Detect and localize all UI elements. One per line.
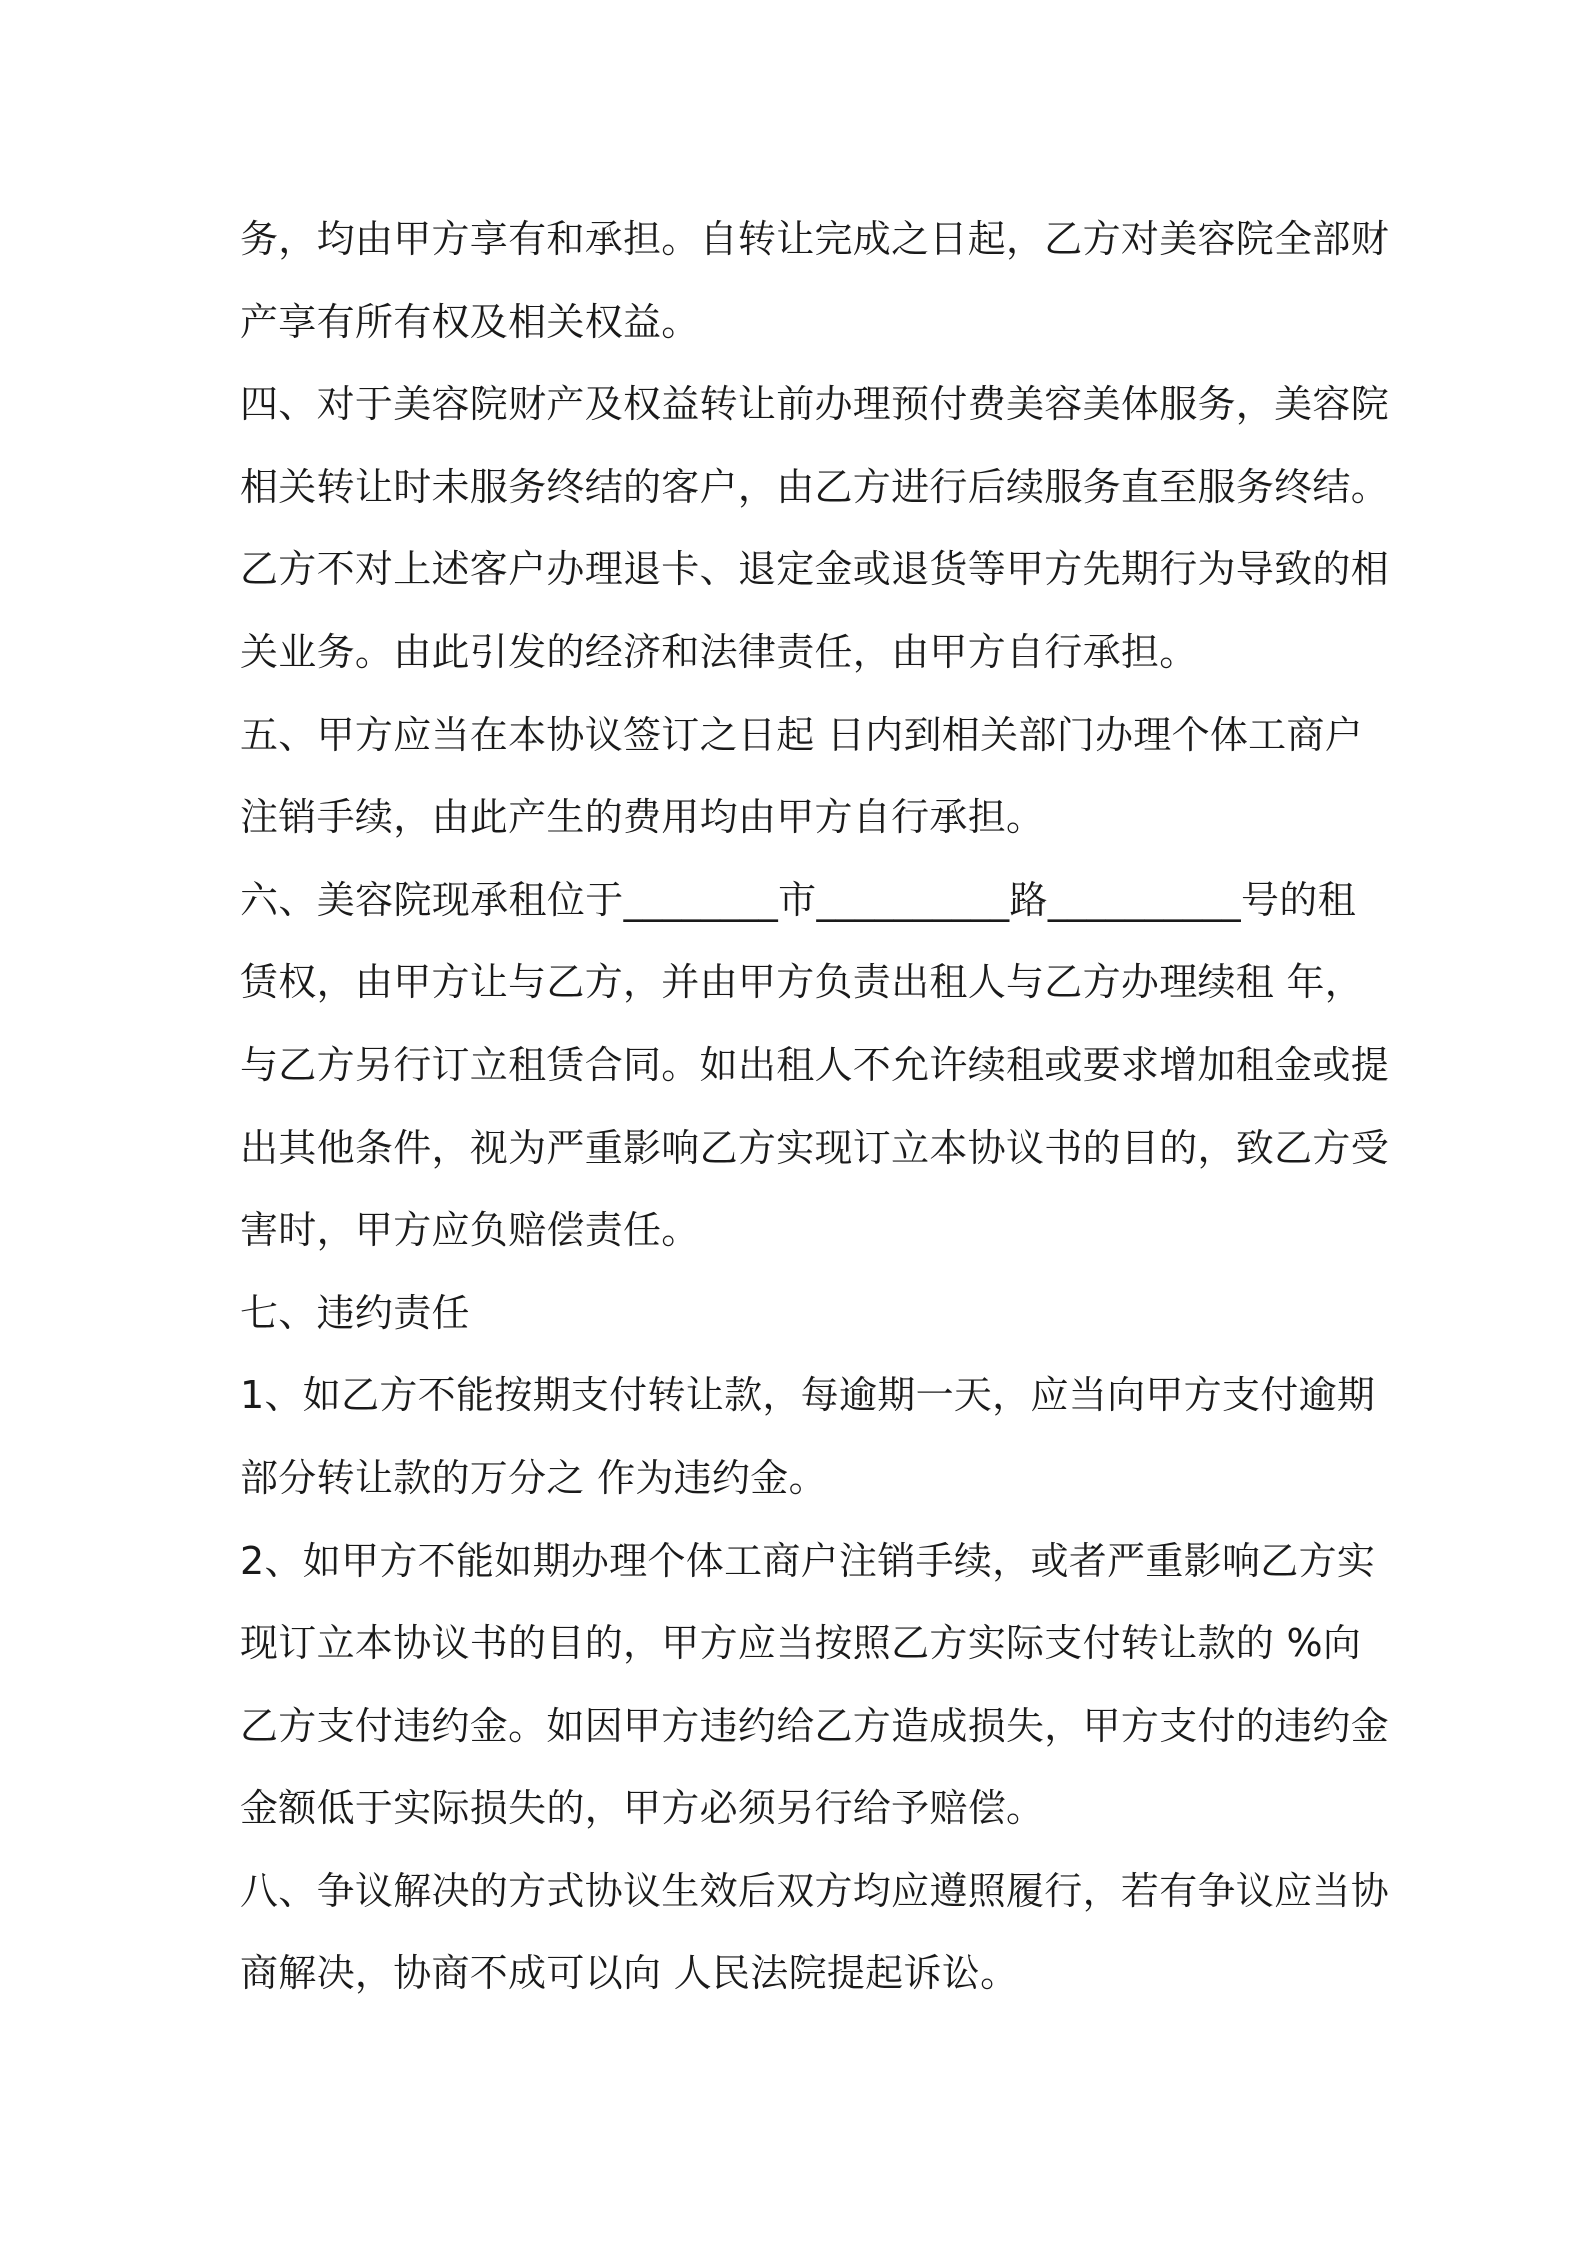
text-line: 六、美容院现承租位于________市__________路__________号的租 [240,877,1356,922]
text-line: 注销手续，由此产生的费用均由甲方自行承担。 [240,795,1045,840]
text-line: 金额低于实际损失的，甲方必须另行给予赔偿。 [240,1786,1045,1831]
text-line: 1、如乙方不能按期支付转让款，每逾期一天，应当向甲方支付逾期 [240,1373,1376,1418]
text-line: 相关转让时未服务终结的客户，由乙方进行后续服务直至服务终结。 [240,464,1390,509]
text-line: 乙方不对上述客户办理退卡、退定金或退货等甲方先期行为导致的相 [240,547,1390,592]
section-heading: 七、违约责任 [240,1290,470,1335]
text-line: 与乙方另行订立租赁合同。如出租人不允许续租或要求增加租金或提 [240,1042,1390,1087]
text-line: 五、甲方应当在本协议签订之日起 日内到相关部门办理个体工商户 [240,712,1364,757]
text-line: 现订立本协议书的目的，甲方应当按照乙方实际支付转让款的 %向 [240,1621,1362,1666]
text-line: 八、争议解决的方式协议生效后双方均应遵照履行，若有争议应当协 [240,1868,1390,1913]
text-line: 四、对于美容院财产及权益转让前办理预付费美容美体服务，美容院 [240,382,1390,427]
text-line: 务，均由甲方享有和承担。自转让完成之日起，乙方对美容院全部财 [240,217,1390,261]
text-line: 产享有所有权及相关权益。 [240,299,700,344]
text-line: 部分转让款的万分之 作为违约金。 [240,1455,827,1500]
text-line: 关业务。由此引发的经济和法律责任，由甲方自行承担。 [240,629,1198,674]
text-line: 2、如甲方不能如期办理个体工商户注销手续，或者严重影响乙方实 [240,1538,1376,1583]
text-line: 出其他条件，视为严重影响乙方实现订立本协议书的目的，致乙方受 [240,1125,1390,1170]
text-line: 商解决，协商不成可以向 人民法院提起诉讼。 [240,1951,1019,1996]
text-line: 赁权，由甲方让与乙方，并由甲方负责出租人与乙方办理续租 年， [240,960,1364,1005]
text-line: 害时，甲方应负赔偿责任。 [240,1208,700,1253]
document-body [240,198,1390,2015]
text-line: 乙方支付违约金。如因甲方违约给乙方造成损失，甲方支付的违约金 [240,1703,1390,1748]
